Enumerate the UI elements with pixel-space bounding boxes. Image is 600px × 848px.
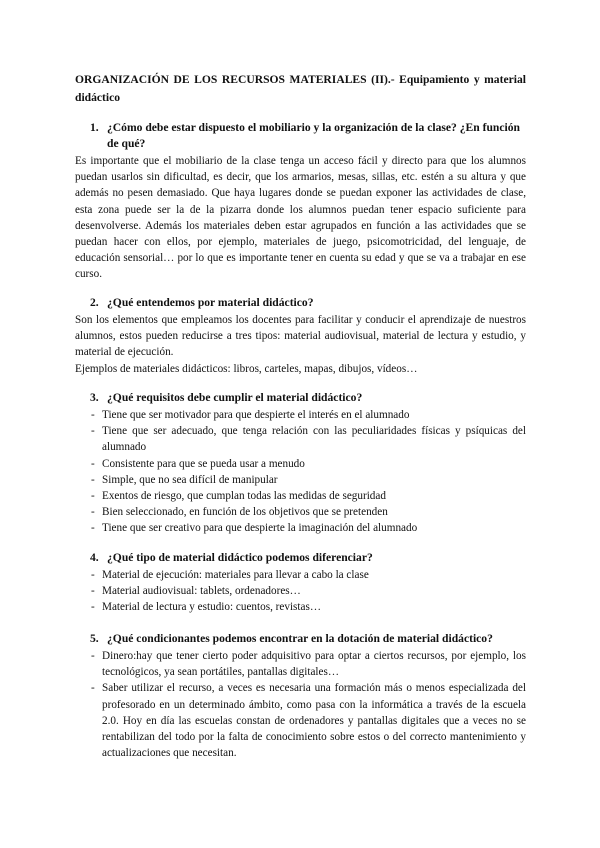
list-bullet: - xyxy=(91,650,95,662)
list-item xyxy=(75,583,526,599)
section-1 xyxy=(75,120,526,283)
list-bullet: - xyxy=(91,585,95,598)
constraints-list xyxy=(75,648,526,761)
question-number: 2. xyxy=(90,296,99,309)
requirements-list xyxy=(75,407,526,537)
list-item xyxy=(75,680,526,761)
list-item-text: Dinero:hay que tener cierto poder adquisitivo para optar a ciertos recursos, por ejemplo, los tecnológicos, ya sean portátiles, pantallas digitales… xyxy=(102,650,526,679)
list-bullet: - xyxy=(91,425,95,438)
question-text: ¿Qué condicionantes podemos encontrar en la dotación de material didáctico? xyxy=(107,632,493,645)
list-bullet: - xyxy=(91,409,95,421)
question-heading xyxy=(90,390,526,406)
question-text: ¿Cómo debe estar dispuesto el mobiliario y la organización de la clase? ¿En función de qué? xyxy=(107,121,520,150)
list-item-text: Exentos de riesgo, que cumplan todas las medidas de seguridad xyxy=(102,490,386,503)
section-4 xyxy=(75,550,526,616)
list-item xyxy=(75,423,526,455)
list-item xyxy=(75,488,526,504)
list-bullet: - xyxy=(91,601,95,614)
question-heading xyxy=(90,631,526,647)
section-5 xyxy=(75,631,526,761)
question-number: 4. xyxy=(90,551,99,564)
question-text: ¿Qué entendemos por material didáctico? xyxy=(107,296,314,309)
list-item-text: Tiene que ser creativo para que despierte la imaginación del alumnado xyxy=(102,522,418,535)
question-heading xyxy=(90,295,526,311)
question-number: 3. xyxy=(90,391,99,404)
list-bullet: - xyxy=(91,682,95,695)
list-item-text: Consistente para que se pueda usar a menudo xyxy=(102,457,305,470)
list-item xyxy=(75,520,526,536)
question-text: ¿Qué requisitos debe cumplir el material didáctico? xyxy=(107,391,363,404)
list-item-text: Material de ejecución: materiales para llevar a cabo la clase xyxy=(102,569,369,581)
list-bullet: - xyxy=(91,569,95,581)
section-3 xyxy=(75,390,526,537)
answer-paragraph: Es importante que el mobiliario de la clase tenga un acceso fácil y directo para que los alumnos puedan usarlos sin dificultad, es decir, que los armarios, mesas, sillas, etc. estén a su altura y que además no pesen demasiado. Que haya lugares donde se puedan exponer las actividades de clase, esta zona puede ser la de la pizarra donde los alumnos puedan tener espacio suficiente para desenvolverse. Además los materiales deben estar agrupados en función a las actividades que se puedan hacer con ellos, por ejemplo, materiales de juego, psicomotricidad, del lenguaje, de educación sensorial… por lo que es importante tener en cuenta su edad y que se va a trabajar en ese curso. xyxy=(75,155,526,281)
list-item-text: Bien seleccionado, en función de los objetivos que se pretenden xyxy=(102,506,388,519)
material-types-list xyxy=(75,567,526,616)
list-item-text: Material audiovisual: tablets, ordenadores… xyxy=(102,585,301,598)
document-title: ORGANIZACIÓN DE LOS RECURSOS MATERIALES (II).- Equipamiento y material didáctico xyxy=(75,73,526,104)
list-item-text: Material de lectura y estudio: cuentos, revistas… xyxy=(102,601,322,614)
list-item-text: Tiene que ser motivador para que despierte el interés en el alumnado xyxy=(102,409,410,421)
question-heading xyxy=(90,120,526,152)
list-item-text: Simple, que no sea difícil de manipular xyxy=(102,473,278,486)
list-item xyxy=(75,472,526,488)
list-item-text: Saber utilizar el recurso, a veces es necesaria una formación más o menos especializada del profesorado en un determinado ámbito, como pasa con la informática a través de la escuela 2.0. Hoy en día las escuelas constan de ordenadores y pantallas digitales que a veces no se rentabilizan del todo por la falta de conocimiento sobre estos o del correcto mantenimiento y actualizaciones que necesitan. xyxy=(102,682,526,760)
answer-paragraph: Son los elementos que empleamos los docentes para facilitar y conducir el aprendizaje de nuestros alumnos, estos pueden reducirse a tres tipos: material audiovisual, material de lectura y estudio, y material de ejecución. xyxy=(75,314,526,359)
question-number: 1. xyxy=(90,121,99,134)
list-item xyxy=(75,599,526,615)
list-bullet: - xyxy=(91,473,95,486)
answer-paragraph: Ejemplos de materiales didácticos: libros, carteles, mapas, dibujos, vídeos… xyxy=(75,362,418,375)
list-bullet: - xyxy=(91,522,95,535)
question-text: ¿Qué tipo de material didáctico podemos diferenciar? xyxy=(107,551,373,564)
list-item xyxy=(75,648,526,680)
list-item xyxy=(75,504,526,520)
section-2 xyxy=(75,295,526,377)
question-heading xyxy=(90,550,526,566)
list-item xyxy=(75,456,526,472)
list-bullet: - xyxy=(91,457,95,470)
list-bullet: - xyxy=(91,506,95,519)
list-item xyxy=(75,567,526,583)
list-item xyxy=(75,407,526,423)
list-bullet: - xyxy=(91,490,95,503)
list-item-text: Tiene que ser adecuado, que tenga relación con las peculiaridades físicas y psíquicas del alumnado xyxy=(102,425,526,454)
question-number: 5. xyxy=(90,632,99,645)
